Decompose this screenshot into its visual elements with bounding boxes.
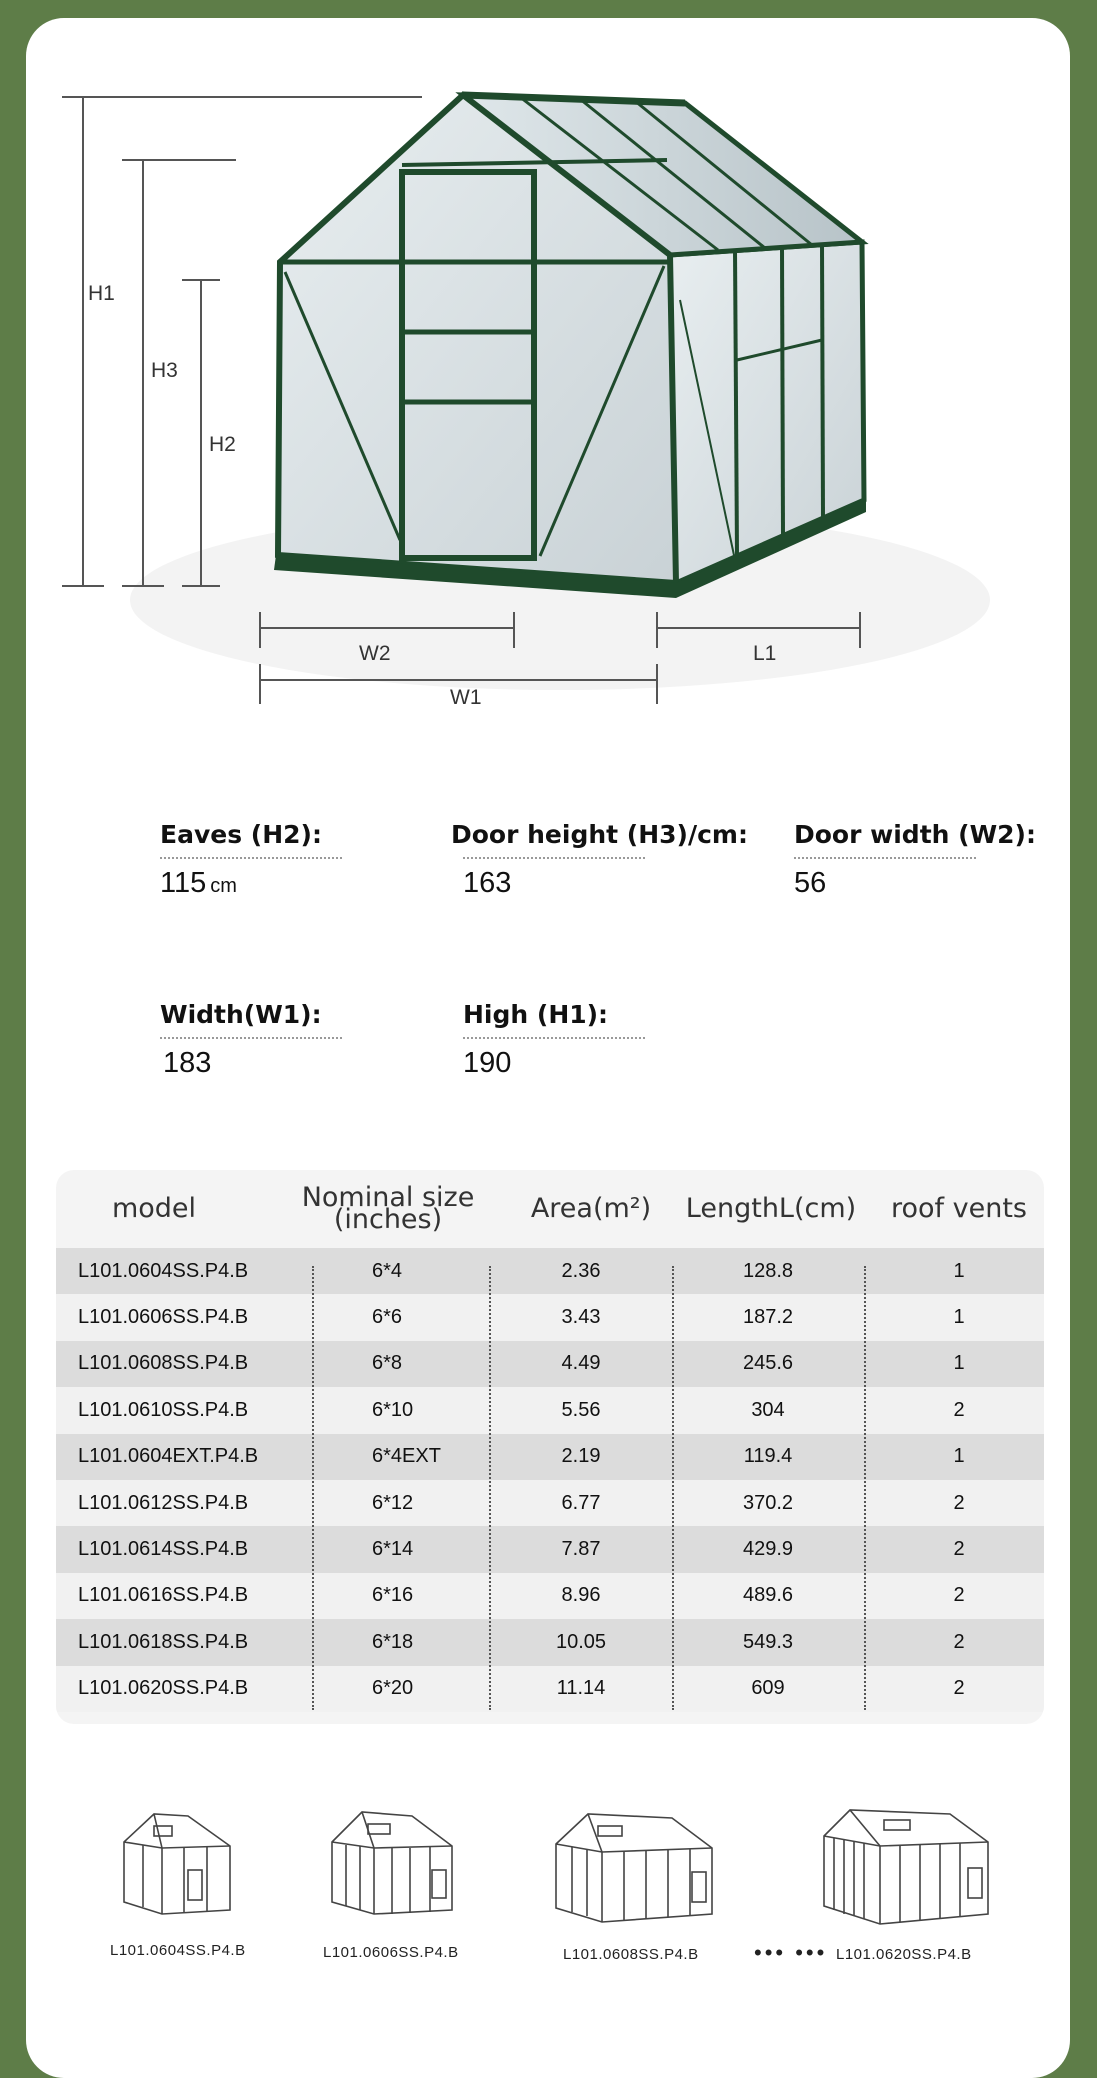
spec-door-width-label: Door width (W2): — [794, 820, 1036, 849]
thumbnail-label: L101.0620SS.P4.B — [836, 1946, 972, 1963]
label-w1: W1 — [450, 686, 482, 709]
cell-vents: 1 — [953, 1259, 965, 1282]
spec-door-width-value: 56 — [794, 867, 827, 899]
table-row — [56, 1573, 1044, 1619]
header-nominal-size — [298, 1170, 478, 1248]
cell-size: 6*4 — [372, 1259, 403, 1282]
cell-vents: 2 — [953, 1398, 965, 1421]
cell-model: L101.0608SS.P4.B — [78, 1352, 249, 1375]
header-nominal-line2: (inches) — [333, 1204, 443, 1235]
cell-area: 8.96 — [561, 1584, 601, 1607]
column-divider — [864, 1266, 866, 1710]
cell-area: 4.49 — [561, 1352, 601, 1375]
cell-area: 7.87 — [561, 1538, 601, 1561]
thumbnail-label: L101.0604SS.P4.B — [110, 1942, 246, 1959]
cell-model: L101.0604EXT.P4.B — [78, 1445, 259, 1468]
cell-size: 6*16 — [372, 1584, 414, 1607]
spec-divider — [794, 857, 976, 859]
cell-size: 6*10 — [372, 1398, 414, 1421]
cell-model: L101.0606SS.P4.B — [78, 1306, 249, 1329]
spec-eaves-unit: cm — [210, 875, 237, 897]
header-length: LengthL(cm) — [685, 1193, 857, 1224]
cell-size: 6*8 — [372, 1352, 403, 1375]
table-row — [56, 1294, 1044, 1340]
spec-door-width — [794, 820, 1036, 900]
thumbnail-greenhouse-6x4 — [118, 1810, 244, 1920]
cell-model: L101.0614SS.P4.B — [78, 1538, 249, 1561]
spec-eaves-value: 115 — [160, 867, 207, 899]
cell-length: 187.2 — [742, 1306, 794, 1329]
spec-door-height-value: 163 — [463, 867, 512, 899]
spec-divider — [160, 857, 342, 859]
cell-size: 6*4EXT — [372, 1445, 441, 1468]
cell-vents: 2 — [953, 1677, 965, 1700]
thumbnail-greenhouse-6x6 — [328, 1808, 458, 1920]
table-row — [56, 1666, 1044, 1712]
cell-model: L101.0616SS.P4.B — [78, 1584, 249, 1607]
cell-vents: 2 — [953, 1584, 965, 1607]
model-table — [56, 1170, 1044, 1724]
spec-width-value: 183 — [163, 1047, 212, 1079]
table-row — [56, 1248, 1044, 1294]
cell-area: 11.14 — [556, 1677, 606, 1700]
cell-length: 119.4 — [743, 1445, 793, 1468]
cell-size: 6*12 — [372, 1491, 414, 1514]
cell-length: 549.3 — [742, 1630, 794, 1653]
spec-divider — [463, 1037, 645, 1039]
column-divider — [312, 1266, 314, 1710]
spec-divider — [463, 857, 645, 859]
cell-area: 3.43 — [561, 1306, 601, 1329]
header-area: Area(m²) — [530, 1193, 652, 1224]
column-divider — [489, 1266, 491, 1710]
cell-vents: 2 — [953, 1630, 965, 1653]
label-h2: H2 — [209, 433, 236, 456]
cell-area: 2.36 — [561, 1259, 601, 1282]
table-body — [56, 1248, 1044, 1712]
cell-area: 5.56 — [561, 1398, 601, 1421]
thumbnail-greenhouse-6x20 — [820, 1806, 992, 1928]
spec-eaves — [160, 820, 342, 900]
spec-door-height — [451, 820, 748, 900]
label-h3: H3 — [151, 359, 178, 382]
spec-high-value: 190 — [463, 1047, 512, 1079]
cell-area: 6.77 — [561, 1491, 601, 1514]
spec-eaves-label: Eaves (H2): — [160, 820, 322, 849]
header-roof-vents: roof vents — [891, 1193, 1027, 1224]
spec-divider — [160, 1037, 342, 1039]
spec-door-height-label: Door height (H3)/cm: — [451, 820, 748, 849]
column-divider — [672, 1266, 674, 1710]
thumbnail-label: L101.0606SS.P4.B — [323, 1944, 459, 1961]
label-l1: L1 — [753, 642, 777, 665]
thumbnail-label: L101.0608SS.P4.B — [563, 1946, 699, 1963]
cell-length: 609 — [751, 1677, 785, 1700]
spec-eaves-value-row — [160, 867, 342, 900]
cell-vents: 2 — [953, 1538, 965, 1561]
cell-area: 2.19 — [561, 1445, 601, 1468]
table-row — [56, 1526, 1044, 1572]
greenhouse-dimension-diagram — [0, 0, 1097, 740]
cell-vents: 1 — [953, 1306, 965, 1329]
cell-size: 6*6 — [372, 1306, 403, 1329]
cell-length: 128.8 — [742, 1259, 794, 1282]
table-row — [56, 1619, 1044, 1665]
cell-length: 489.6 — [742, 1584, 794, 1607]
cell-vents: 2 — [953, 1491, 965, 1514]
cell-length: 304 — [751, 1398, 785, 1421]
cell-length: 245.6 — [742, 1352, 794, 1375]
cell-area: 10.05 — [555, 1630, 607, 1653]
table-row — [56, 1341, 1044, 1387]
cell-model: L101.0620SS.P4.B — [78, 1677, 249, 1700]
cell-model: L101.0612SS.P4.B — [78, 1491, 249, 1514]
cell-vents: 1 — [953, 1445, 965, 1468]
cell-model: L101.0610SS.P4.B — [78, 1398, 249, 1421]
greenhouse-illustration — [274, 95, 866, 598]
table-row — [56, 1480, 1044, 1526]
ellipsis-more: ••• ••• — [754, 1940, 828, 1965]
spec-high — [463, 1000, 645, 1080]
spec-width — [160, 1000, 342, 1080]
header-nominal-line1: Nominal size — [301, 1182, 475, 1213]
cell-model: L101.0618SS.P4.B — [78, 1630, 249, 1653]
label-w2: W2 — [359, 642, 391, 665]
spec-width-label: Width(W1): — [160, 1000, 322, 1029]
spec-high-label: High (H1): — [463, 1000, 609, 1029]
table-row — [56, 1434, 1044, 1480]
cell-length: 429.9 — [742, 1538, 794, 1561]
header-model: model — [111, 1193, 197, 1224]
cell-length: 370.2 — [742, 1491, 794, 1514]
cell-size: 6*18 — [372, 1630, 414, 1653]
thumbnail-greenhouse-6x8 — [552, 1810, 716, 1926]
cell-size: 6*20 — [372, 1677, 414, 1700]
label-h1: H1 — [88, 282, 115, 305]
table-row — [56, 1387, 1044, 1433]
cell-model: L101.0604SS.P4.B — [78, 1259, 249, 1282]
cell-vents: 1 — [953, 1352, 965, 1375]
cell-size: 6*14 — [372, 1538, 414, 1561]
table-header — [56, 1170, 1044, 1248]
